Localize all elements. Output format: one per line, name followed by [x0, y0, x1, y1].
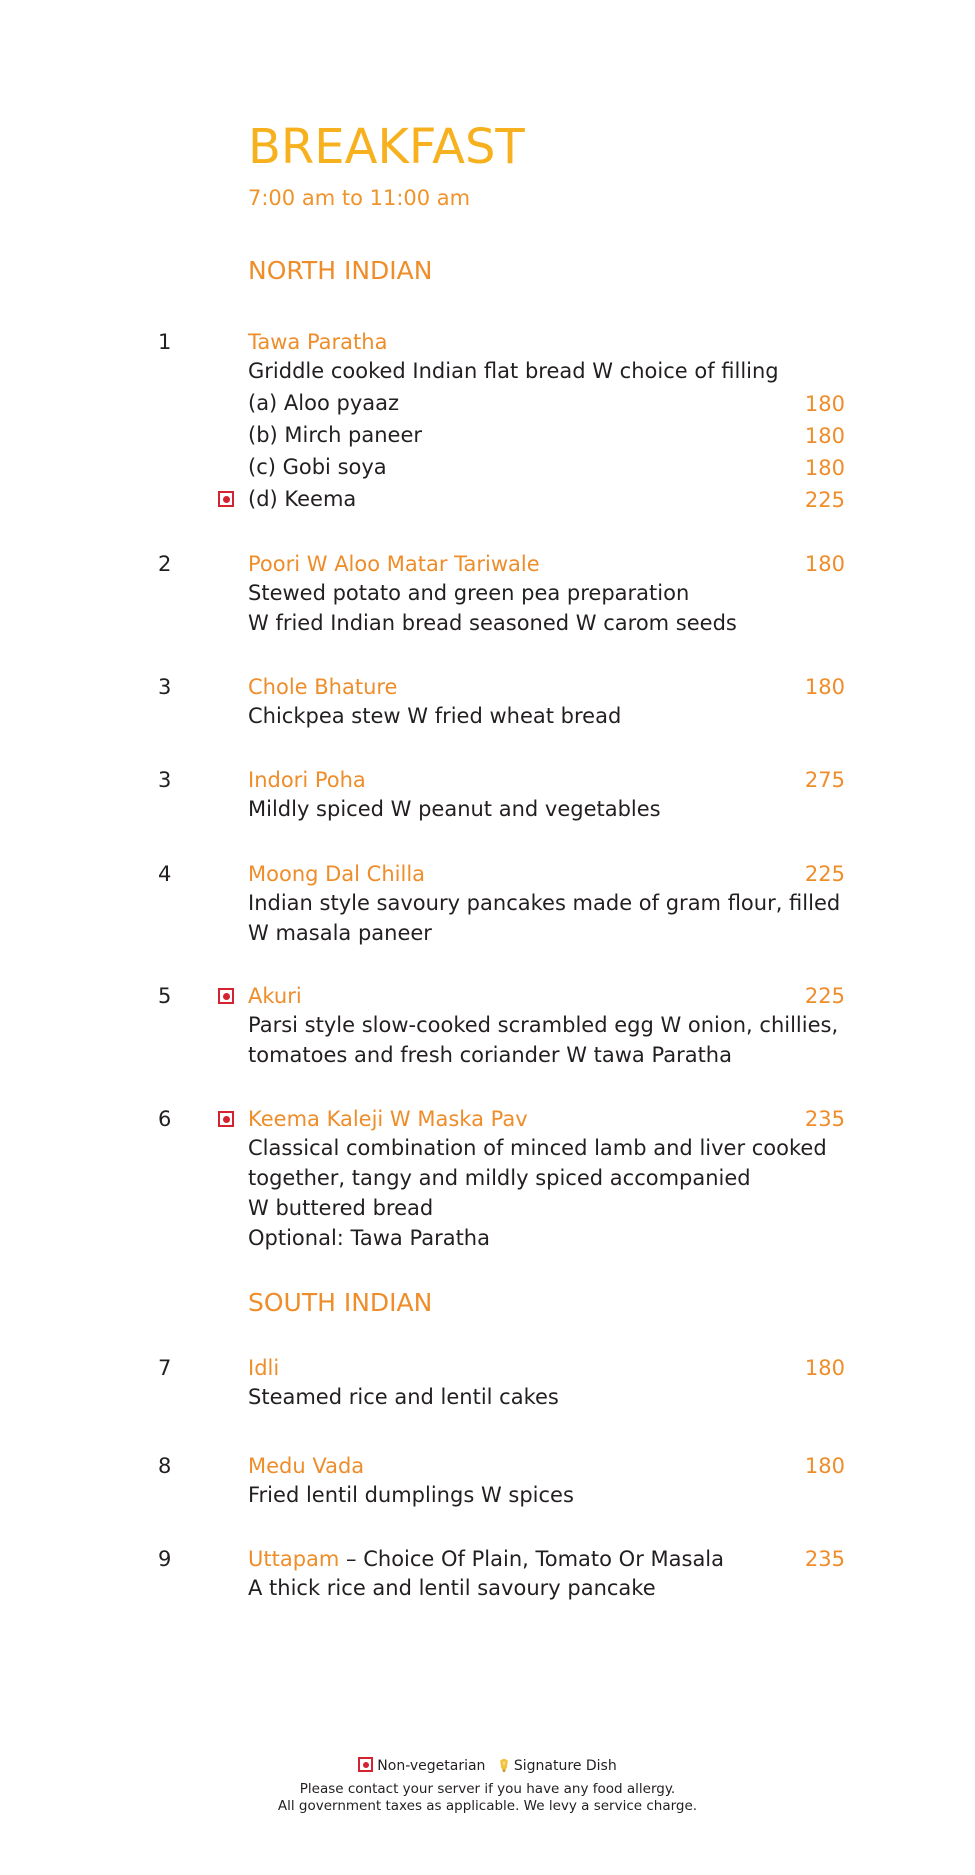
legend-non-veg-label: Non-vegetarian — [377, 1758, 486, 1774]
section-heading-south-indian: SOUTH INDIAN — [248, 1288, 433, 1317]
item-option: (b) Mirch paneer — [248, 423, 423, 447]
item-number: 3 — [158, 768, 172, 792]
item-name: Poori W Aloo Matar Tariwale — [248, 552, 540, 576]
item-number: 5 — [158, 984, 172, 1008]
item-description: Stewed potato and green pea preparation — [248, 581, 690, 605]
item-name: Keema Kaleji W Maska Pav — [248, 1107, 528, 1131]
item-number: 4 — [158, 862, 172, 886]
menu-title: BREAKFAST — [248, 119, 525, 175]
service-hours: 7:00 am to 11:00 am — [248, 186, 471, 210]
non-veg-icon — [218, 1111, 234, 1127]
item-price: 180 — [804, 675, 845, 699]
item-name: Indori Poha — [248, 768, 366, 792]
item-option-price: 180 — [804, 392, 845, 416]
item-price: 275 — [804, 768, 845, 792]
item-description: together, tangy and mildly spiced accompanied — [248, 1166, 751, 1190]
non-veg-icon — [218, 988, 234, 1004]
item-description: Mildly spiced W peanut and vegetables — [248, 797, 661, 821]
item-name: Chole Bhature — [248, 675, 398, 699]
item-description: Optional: Tawa Paratha — [248, 1226, 490, 1250]
item-option: (a) Aloo pyaaz — [248, 391, 400, 415]
item-price: 180 — [804, 1356, 845, 1380]
item-description: A thick rice and lentil savoury pancake — [248, 1576, 656, 1600]
item-number: 3 — [158, 675, 172, 699]
item-name: Tawa Paratha — [248, 330, 388, 354]
item-number: 9 — [158, 1547, 172, 1571]
tax-notice: All government taxes as applicable. We levy a service charge. — [277, 1798, 698, 1814]
non-veg-icon — [218, 491, 234, 507]
item-description: Fried lentil dumplings W spices — [248, 1483, 574, 1507]
item-name-suffix: – Choice Of Plain, Tomato Or Masala — [339, 1547, 725, 1571]
item-name: Idli — [248, 1356, 280, 1380]
item-price: 180 — [804, 1454, 845, 1478]
item-description: W buttered bread — [248, 1196, 434, 1220]
item-description: Chickpea stew W fried wheat bread — [248, 704, 622, 728]
item-option-price: 225 — [804, 488, 845, 512]
item-name: Uttapam — [248, 1547, 340, 1571]
legend-signature-label: Signature Dish — [513, 1758, 617, 1774]
item-number: 6 — [158, 1107, 172, 1131]
item-description: Steamed rice and lentil cakes — [248, 1385, 559, 1409]
item-number: 2 — [158, 552, 172, 576]
item-price: 180 — [804, 552, 845, 576]
item-description: Griddle cooked Indian flat bread W choice of filling — [248, 359, 779, 383]
item-price: 235 — [804, 1107, 845, 1131]
item-name: Medu Vada — [248, 1454, 365, 1478]
item-number: 7 — [158, 1356, 172, 1380]
item-description: Indian style savoury pancakes made of gram flour, filled — [248, 891, 841, 915]
item-name: Akuri — [248, 984, 302, 1008]
item-price: 225 — [804, 984, 845, 1008]
item-price: 225 — [804, 862, 845, 886]
item-description: Classical combination of minced lamb and liver cooked — [248, 1136, 827, 1160]
legend — [0, 1757, 975, 1774]
item-option-price: 180 — [804, 456, 845, 480]
item-number: 1 — [158, 330, 172, 354]
item-option: (d) Keema — [248, 487, 357, 511]
signature-dish-icon — [498, 1757, 510, 1772]
item-name: Moong Dal Chilla — [248, 862, 426, 886]
item-description: W masala paneer — [248, 921, 432, 945]
item-description: W fried Indian bread seasoned W carom seeds — [248, 611, 737, 635]
item-option: (c) Gobi soya — [248, 455, 387, 479]
section-heading-north-indian: NORTH INDIAN — [248, 256, 433, 285]
item-name-line — [248, 1547, 724, 1571]
non-veg-icon — [358, 1757, 373, 1772]
item-description: Parsi style slow-cooked scrambled egg W onion, chillies, — [248, 1013, 839, 1037]
item-description: tomatoes and fresh coriander W tawa Paratha — [248, 1043, 732, 1067]
item-option-price: 180 — [804, 424, 845, 448]
item-price: 235 — [804, 1547, 845, 1571]
item-number: 8 — [158, 1454, 172, 1478]
allergy-notice: Please contact your server if you have any food allergy. — [299, 1781, 676, 1797]
